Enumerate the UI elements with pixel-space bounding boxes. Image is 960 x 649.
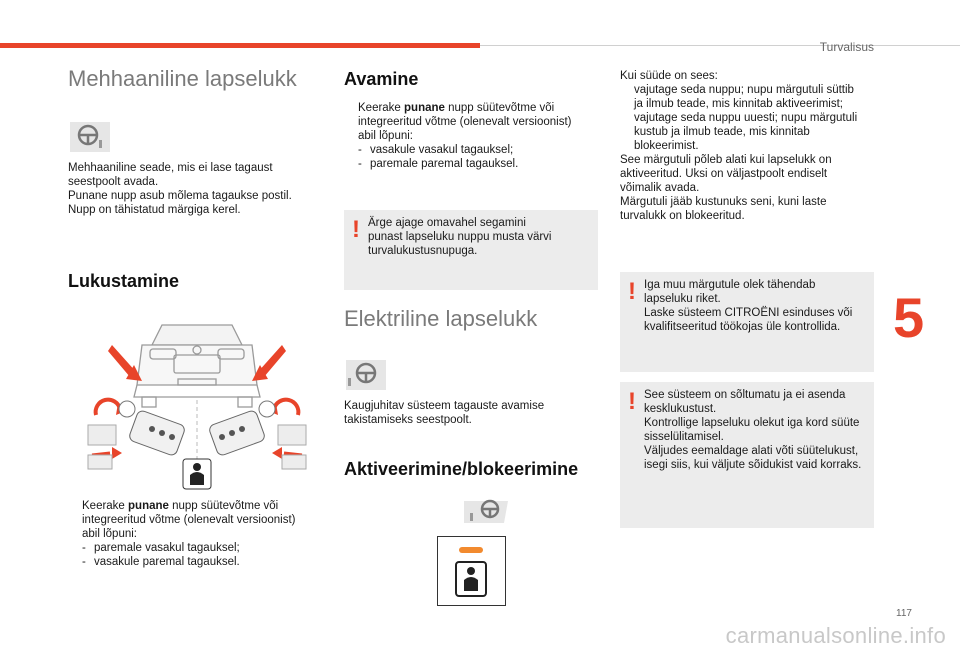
text-line: paremale paremal tagauksel. bbox=[370, 158, 519, 170]
steering-wheel-icon bbox=[346, 360, 386, 390]
warning-box-independence bbox=[620, 382, 874, 528]
text-fragment: nupp süütevõtme või bbox=[444, 102, 555, 114]
text-line: integreeritud võtme (olenevalt versioonist) bbox=[82, 514, 296, 526]
rear-door-child-lock-illustration bbox=[82, 305, 312, 495]
list-item bbox=[68, 499, 320, 513]
text-line: paremale vasakul tagauksel; bbox=[94, 542, 240, 554]
text-line: võimalik avada. bbox=[620, 182, 700, 194]
text-line: takistamiseks seestpoolt. bbox=[344, 414, 472, 426]
text-line: See märgutuli põleb alati kui lapselukk on bbox=[620, 154, 832, 166]
text-line: blokeerimist. bbox=[634, 140, 699, 152]
text-line: ja ilmub teade, mis kinnitab aktiveerimist; bbox=[634, 98, 843, 110]
text-line: sisselülitamisel. bbox=[644, 431, 724, 443]
text-line: abil lõpuni: bbox=[82, 528, 137, 540]
steering-wheel-icon bbox=[464, 497, 508, 525]
mechanical-lock-title: Mehhaaniline lapselukk bbox=[68, 66, 297, 91]
text-line: lapseluku riket. bbox=[644, 293, 721, 305]
text-line: abil lõpuni: bbox=[358, 130, 413, 142]
page-number: 117 bbox=[896, 608, 912, 619]
text-fragment: nupp süütevõtme või bbox=[168, 500, 279, 512]
red-button-label: punane bbox=[128, 500, 169, 512]
text-line: aktiveeritud. Uksi on väljastpoolt endiselt bbox=[620, 168, 828, 180]
text-line: Punane nupp asub mõlema tagaukse postil. bbox=[68, 190, 292, 202]
list-item bbox=[620, 111, 874, 153]
child-lock-button[interactable] bbox=[437, 536, 506, 606]
text-line: vajutage seda nuppu uuesti; nupu märgutuli bbox=[634, 112, 858, 124]
text-line: vasakule paremal tagauksel. bbox=[94, 556, 240, 568]
activation-heading: Aktiveerimine/blokeerimine bbox=[344, 459, 579, 479]
watermark: carmanualsonline.info bbox=[725, 623, 946, 648]
activation-instructions bbox=[620, 69, 874, 223]
text-line: vasakule vasakul tagauksel; bbox=[370, 144, 514, 156]
text-line: Kontrollige lapseluku olekut iga kord süüte bbox=[644, 417, 860, 429]
list-item: - vasakule vasakul tagauksel; bbox=[358, 144, 514, 156]
text-line: Nupp on tähistatud märgiga kerel. bbox=[68, 204, 241, 216]
list-item bbox=[344, 101, 598, 115]
text-fragment: Keerake bbox=[82, 500, 129, 512]
text-line: Mehhaaniline seade, mis ei lase tagaust bbox=[68, 162, 273, 174]
text-line: Ärge ajage omavahel segamini bbox=[368, 217, 526, 229]
list-item: - paremale paremal tagauksel. bbox=[358, 158, 519, 170]
text-line: integreeritud võtme (olenevalt versioonist) bbox=[358, 116, 572, 128]
text-line: Laske süsteem CITROËNI esinduses või bbox=[644, 307, 853, 319]
list-item: - vasakule paremal tagauksel. bbox=[82, 556, 240, 568]
text-line: seestpoolt avada. bbox=[68, 176, 159, 188]
text-line: Iga muu märgutule olek tähendab bbox=[644, 279, 816, 291]
text-line: Väljudes eemaldage alati võti süütelukust, bbox=[644, 445, 859, 457]
text-line: vajutage seda nuppu; nupu märgutuli süttib bbox=[634, 84, 854, 96]
warning-icon: ! bbox=[628, 278, 636, 305]
mechanical-lock-description bbox=[68, 161, 318, 217]
header-divider bbox=[480, 45, 960, 46]
text-line: isegi siis, kui väljute sõidukist vaid korraks. bbox=[644, 459, 862, 471]
list-item: - paremale vasakul tagauksel; bbox=[82, 542, 240, 554]
warning-box-malfunction bbox=[620, 272, 874, 372]
electric-lock-title: Elektriline lapselukk bbox=[344, 306, 538, 331]
text-line: turvalukk on blokeeritud. bbox=[620, 210, 745, 222]
text-line: See süsteem on sõltumatu ja ei asenda bbox=[644, 389, 846, 401]
steering-wheel-icon bbox=[70, 122, 110, 152]
section-title: Turvalisus bbox=[819, 40, 874, 54]
header-accent-bar bbox=[0, 43, 480, 48]
warning-icon: ! bbox=[352, 216, 360, 243]
text-line: Kui süüde on sees: bbox=[620, 70, 718, 82]
text-line: Kaugjuhitav süsteem tagauste avamise bbox=[344, 400, 545, 412]
locking-heading: Lukustamine bbox=[68, 271, 180, 291]
text-line: kustub ja ilmub teade, mis kinnitab bbox=[634, 126, 810, 138]
text-line: Märgutuli jääb kustunuks seni, kuni laste bbox=[620, 196, 827, 208]
text-line: kvalifitseeritud töökojas üle kontrollida. bbox=[644, 321, 841, 333]
chapter-number: 5 bbox=[893, 286, 925, 349]
warning-box-button-confusion bbox=[344, 210, 598, 290]
electric-lock-description bbox=[344, 399, 598, 427]
child-lock-icon bbox=[455, 561, 487, 597]
locking-instructions bbox=[68, 499, 320, 569]
list-item bbox=[620, 83, 874, 111]
text-fragment: Keerake bbox=[358, 102, 405, 114]
text-line: punast lapseluku nuppu musta värvi bbox=[368, 231, 552, 243]
text-line: turvalukustusnupuga. bbox=[368, 245, 478, 257]
text-line: kesklukustust. bbox=[644, 403, 717, 415]
indicator-light bbox=[459, 547, 483, 553]
unlocking-heading: Avamine bbox=[344, 69, 419, 89]
warning-icon: ! bbox=[628, 388, 636, 415]
red-button-label: punane bbox=[404, 102, 445, 114]
unlocking-instructions bbox=[344, 101, 598, 171]
